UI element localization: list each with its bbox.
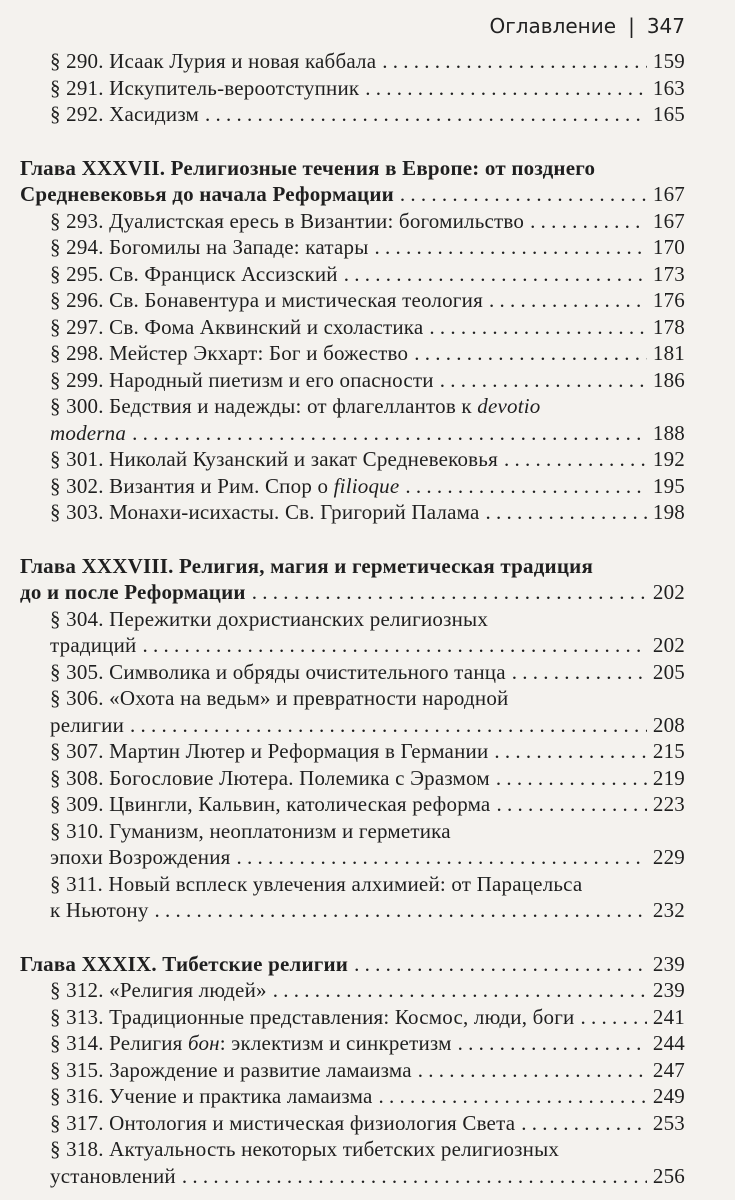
toc-entry [20, 101, 685, 128]
entry-title-continuation [50, 420, 126, 447]
chapter-page-number: 239 [652, 951, 685, 976]
entry-title: Традиционные представления: Космос, люди, боги [109, 1004, 575, 1029]
entry-title: Религия [109, 1031, 183, 1055]
entry-number: § 316. [50, 1084, 104, 1108]
entry-page-number: 205 [652, 659, 685, 684]
entry-page-number: 173 [652, 261, 685, 286]
entry-line [50, 473, 685, 500]
entry-title: Цвингли, Кальвин, католическая реформа [109, 792, 491, 816]
entry-title: Богомилы на Западе: катары [109, 235, 369, 259]
entry-number: § 290. [50, 49, 104, 73]
chapter-title-line1: Глава XXXVIII. Религия, магия и герметическая традиция [20, 553, 594, 578]
entry-number: § 312. [50, 978, 104, 1002]
entry-text [50, 314, 423, 341]
entry-title-continuation: традиций [50, 633, 137, 657]
entry-line [50, 261, 685, 288]
entry-page-number: 167 [652, 208, 685, 233]
entry-title: Народный пиетизм и его опасности [109, 367, 434, 392]
entry-line [50, 1083, 685, 1110]
entry-title-line1 [50, 871, 685, 898]
entry-number: § 317. [50, 1110, 104, 1135]
running-header-page-number: 347 [646, 14, 685, 38]
entry-line [50, 499, 685, 526]
entry-title: Бедствия и надежды: от флагеллантов к [109, 394, 472, 418]
entry-page-number: 247 [652, 1057, 685, 1082]
entry-page-number: 195 [652, 473, 685, 498]
toc-entry [20, 871, 685, 924]
chapter-title-line1: Глава XXXVII. Религиозные течения в Европе: от позднего [20, 155, 596, 180]
leader-dots [496, 765, 647, 792]
entry-number: § 304. [50, 606, 104, 631]
entry-title: Мейстер Экхарт: Бог и божество [109, 341, 409, 365]
entry-number: § 314. [50, 1031, 104, 1055]
entry-line [50, 75, 685, 102]
entry-page-number: 178 [652, 314, 685, 339]
entry-text [50, 48, 376, 75]
entry-page-number: 188 [652, 420, 685, 445]
entry-page-number: 170 [652, 235, 685, 259]
toc-entry [20, 685, 685, 738]
entry-title: Актуальность некоторых тибетских религиозных [109, 1137, 560, 1161]
entry-line [50, 314, 685, 341]
leader-dots [494, 738, 647, 765]
chapter-title-line2: до и после Реформации [20, 580, 246, 604]
entry-line [50, 234, 685, 261]
chapter-page-number: 202 [652, 580, 685, 604]
leader-dots [489, 287, 647, 314]
toc-entry [20, 738, 685, 765]
leader-dots [130, 712, 647, 739]
toc-entry [20, 261, 685, 288]
entry-text [50, 499, 479, 526]
entry-page-number: 192 [652, 447, 685, 471]
entry-title-italic: devotio [477, 394, 541, 418]
chapter-title-row [20, 951, 685, 978]
leader-dots [365, 75, 647, 102]
leader-dots [273, 977, 647, 1004]
entry-title: «Охота на ведьм» и превратности народной [109, 686, 509, 710]
entry-title: «Религия людей» [109, 978, 267, 1002]
entry-number: § 293. [50, 208, 104, 233]
entry-line [50, 367, 685, 394]
toc-entry [20, 473, 685, 500]
entry-page-number: 198 [652, 500, 685, 524]
entry-number: § 310. [50, 818, 104, 843]
table-of-contents [20, 48, 685, 1189]
entry-line [50, 738, 685, 765]
entry-title: Дуалистская ересь в Византии: богомильство [109, 208, 525, 233]
entry-title: Хасидизм [109, 102, 200, 126]
chapter-spacer [20, 526, 685, 553]
running-header-separator: | [628, 14, 635, 38]
entry-title: Николай Кузанский и закат Средневековья [109, 447, 498, 471]
chapter-title-line2-row [20, 181, 685, 208]
leader-dots [405, 473, 647, 500]
entry-text [50, 340, 408, 367]
leader-dots [354, 951, 647, 978]
chapter-spacer [20, 128, 685, 155]
entry-line [50, 1057, 685, 1084]
leader-dots [252, 579, 647, 606]
entry-title-line2-row [50, 420, 685, 447]
toc-entry [20, 48, 685, 75]
entry-line [50, 765, 685, 792]
entry-number: § 296. [50, 288, 104, 312]
entry-number: § 305. [50, 659, 104, 684]
entry-line [50, 446, 685, 473]
entry-text [50, 287, 483, 314]
leader-dots [440, 367, 647, 394]
toc-entry [20, 1057, 685, 1084]
entry-number: § 299. [50, 367, 104, 392]
leader-dots [496, 791, 646, 818]
entry-line [50, 1030, 685, 1057]
toc-entry [20, 977, 685, 1004]
entry-number: § 302. [50, 473, 104, 498]
leader-dots [378, 1083, 646, 1110]
entry-line [50, 48, 685, 75]
leader-dots [429, 314, 646, 341]
toc-entry [20, 1030, 685, 1057]
entry-title: Богословие Лютера. Полемика с Эразмом [109, 765, 490, 790]
entry-line [50, 977, 685, 1004]
entry-page-number: 165 [652, 102, 685, 126]
entry-title-line1 [50, 1136, 685, 1163]
entry-page-number: 256 [652, 1163, 685, 1188]
entry-line [50, 340, 685, 367]
entry-line [50, 791, 685, 818]
entry-title-line2-row [50, 1163, 685, 1190]
entry-title-continuation: к Ньютону [50, 898, 149, 922]
entry-page-number: 176 [652, 288, 685, 312]
entry-number: § 294. [50, 235, 104, 259]
entry-title: Символика и обряды очистительного танца [109, 659, 506, 684]
toc-entry [20, 1083, 685, 1110]
leader-dots [580, 1004, 646, 1031]
entry-title-line1 [50, 818, 685, 845]
entry-title: Искупитель-вероотступник [109, 75, 360, 100]
entry-page-number: 229 [652, 845, 685, 869]
entry-number: § 295. [50, 261, 104, 286]
entry-number: § 292. [50, 102, 104, 126]
entry-text [50, 473, 399, 500]
entry-line [50, 208, 685, 235]
entry-page-number: 239 [652, 978, 685, 1002]
leader-dots [414, 340, 647, 367]
toc-entry [20, 446, 685, 473]
entry-line [50, 101, 685, 128]
entry-text [50, 1030, 452, 1057]
entry-text [50, 738, 488, 765]
entry-number: § 297. [50, 314, 104, 339]
entry-number: § 306. [50, 686, 104, 710]
entry-title: Гуманизм, неоплатонизм и герметика [109, 818, 451, 843]
entry-number: § 303. [50, 500, 104, 524]
entry-title-continuation: эпохи Возрождения [50, 845, 231, 869]
chapter-heading [20, 951, 685, 978]
entry-number: § 298. [50, 341, 104, 365]
entry-text [50, 75, 359, 102]
entry-number: § 308. [50, 765, 104, 790]
entry-number: § 309. [50, 792, 104, 816]
entry-title: Учение и практика ламаизма [109, 1084, 373, 1108]
leader-dots [504, 446, 647, 473]
entry-text [50, 791, 490, 818]
entry-title-rest: : эклектизм и синкретизм [219, 1031, 452, 1055]
entry-page-number: 244 [652, 1031, 685, 1055]
entry-page-number: 241 [652, 1004, 685, 1029]
leader-dots [375, 234, 647, 261]
entry-page-number: 163 [652, 75, 685, 100]
entry-number: § 318. [50, 1137, 104, 1161]
entry-title-line2-row [50, 844, 685, 871]
running-header-title: Оглавление [489, 14, 617, 38]
leader-dots [205, 101, 647, 128]
entry-title: Св. Франциск Ассизский [109, 261, 338, 286]
toc-entry [20, 1136, 685, 1189]
entry-title-line1 [50, 606, 685, 633]
toc-entry [20, 287, 685, 314]
toc-entry [20, 818, 685, 871]
entry-number: § 315. [50, 1057, 104, 1082]
entry-title: Св. Фома Аквинский и схоластика [109, 314, 424, 339]
entry-number: § 300. [50, 394, 104, 418]
entry-text [50, 765, 490, 792]
entry-number: § 307. [50, 739, 104, 763]
leader-dots [344, 261, 647, 288]
toc-entry [20, 1004, 685, 1031]
entry-text [50, 367, 434, 394]
entry-text [50, 659, 506, 686]
entry-text [50, 261, 338, 288]
entry-page-number: 219 [652, 765, 685, 790]
toc-entry [20, 367, 685, 394]
leader-dots [182, 1163, 647, 1190]
entry-line [50, 1004, 685, 1031]
toc-entry [20, 659, 685, 686]
entry-text [50, 101, 199, 128]
leader-dots [458, 1030, 647, 1057]
leader-dots [530, 208, 647, 235]
entry-title-line2-row [50, 897, 685, 924]
leader-dots [418, 1057, 647, 1084]
entry-title: Пережитки дохристианских религиозных [109, 606, 489, 631]
chapter-page-number: 167 [652, 182, 685, 206]
entry-page-number: 232 [652, 898, 685, 922]
leader-dots [521, 1110, 647, 1137]
entry-page-number: 208 [652, 712, 685, 737]
toc-entry [20, 393, 685, 446]
entry-title: Св. Бонавентура и мистическая теология [109, 288, 483, 312]
entry-text [50, 977, 267, 1004]
entry-line [50, 287, 685, 314]
leader-dots [143, 632, 647, 659]
leader-dots [155, 897, 647, 924]
entry-text [50, 1110, 515, 1137]
entry-text [50, 1004, 574, 1031]
entry-text [50, 208, 524, 235]
entry-page-number: 159 [652, 49, 685, 73]
entry-title: Онтология и мистическая физиология Света [109, 1110, 516, 1135]
entry-text [50, 1083, 372, 1110]
toc-entry [20, 499, 685, 526]
entry-page-number: 223 [652, 792, 685, 816]
toc-entry [20, 765, 685, 792]
entry-line [50, 1110, 685, 1137]
entry-title-italic: filioque [333, 473, 400, 498]
chapter-spacer [20, 924, 685, 951]
chapter-heading [20, 155, 685, 208]
entry-text [50, 1057, 412, 1084]
leader-dots [400, 181, 647, 208]
entry-title: Мартин Лютер и Реформация в Германии [109, 739, 489, 763]
chapter-title: Глава XXXIX. Тибетские религии [20, 951, 349, 976]
entry-title-italic: бон [187, 1031, 220, 1055]
leader-dots [132, 420, 647, 447]
leader-dots [237, 844, 647, 871]
entry-title-line1 [50, 685, 685, 712]
entry-number: § 301. [50, 447, 104, 471]
toc-entry [20, 1110, 685, 1137]
entry-page-number: 186 [652, 367, 685, 392]
entry-line [50, 659, 685, 686]
toc-entry [20, 234, 685, 261]
entry-text [50, 446, 498, 473]
toc-entry [20, 340, 685, 367]
entry-title-italic: moderna [50, 420, 127, 445]
entry-title: Византия и Рим. Спор о [109, 473, 329, 498]
toc-entry [20, 314, 685, 341]
chapter-title-line2-row [20, 579, 685, 606]
running-header [490, 14, 685, 38]
leader-dots [512, 659, 647, 686]
entry-title-line1 [50, 393, 685, 420]
entry-number: § 311. [50, 871, 103, 896]
toc-entry [20, 791, 685, 818]
entry-page-number: 202 [652, 633, 685, 657]
entry-text [50, 234, 369, 261]
entry-title: Зарождение и развитие ламаизма [109, 1057, 412, 1082]
toc-entry [20, 208, 685, 235]
entry-page-number: 249 [652, 1084, 685, 1108]
entry-title: Монахи-исихасты. Св. Григорий Палама [109, 500, 480, 524]
toc-entry [20, 75, 685, 102]
toc-entry [20, 606, 685, 659]
entry-title-line2-row [50, 712, 685, 739]
chapter-title-line2: Средневековья до начала Реформации [20, 182, 394, 206]
entry-title: Исаак Лурия и новая каббала [109, 49, 377, 73]
entry-page-number: 215 [652, 739, 685, 763]
entry-title: Новый всплеск увлечения алхимией: от Парацельса [108, 871, 583, 896]
entry-title-continuation: религии [50, 712, 125, 737]
entry-title-continuation: установлений [50, 1163, 176, 1188]
leader-dots [382, 48, 647, 75]
entry-number: § 313. [50, 1004, 104, 1029]
entry-title-line2-row [50, 632, 685, 659]
entry-page-number: 181 [652, 341, 685, 365]
entry-number: § 291. [50, 75, 104, 100]
leader-dots [485, 499, 646, 526]
entry-page-number: 253 [652, 1110, 685, 1135]
chapter-heading [20, 553, 685, 606]
